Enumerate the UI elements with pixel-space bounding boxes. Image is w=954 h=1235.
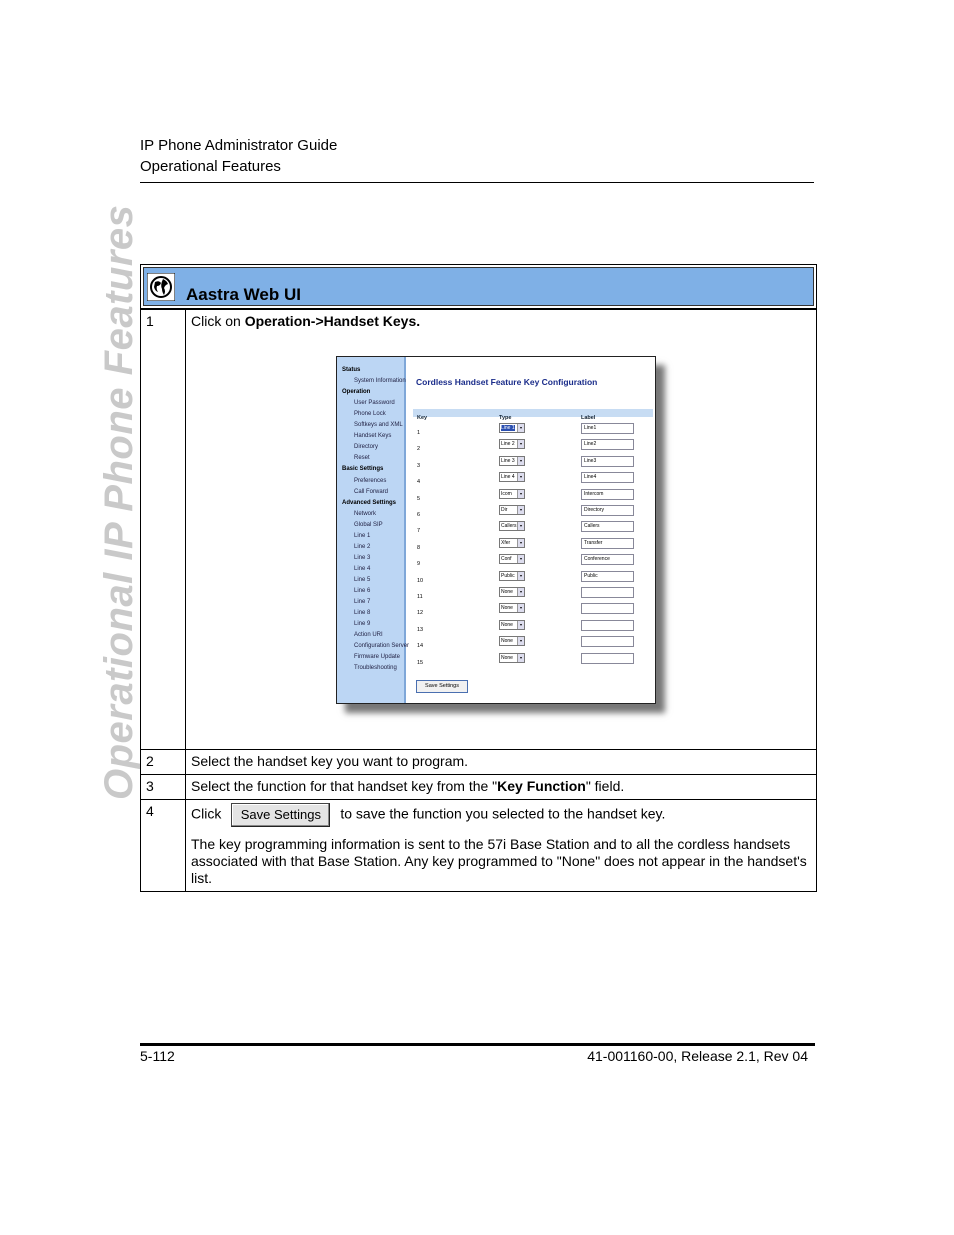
key-label-input[interactable]: Line1 xyxy=(581,423,634,434)
step-text: " field. xyxy=(585,778,625,794)
key-type-value: Line 1 xyxy=(501,425,515,431)
key-number: 1 xyxy=(417,430,421,436)
chevron-down-icon[interactable]: ▾ xyxy=(517,440,524,448)
key-label-input[interactable]: Intercom xyxy=(581,489,634,500)
nav-group-label: Advanced Settings xyxy=(342,499,397,506)
key-type-select[interactable] xyxy=(499,439,525,449)
footer-divider xyxy=(140,1043,815,1046)
procedure-box xyxy=(140,264,817,892)
key-type-select[interactable] xyxy=(499,489,525,499)
key-type-value: Public xyxy=(501,572,515,579)
page-number: 5-112 xyxy=(140,1048,175,1064)
key-type-value: Line 2 xyxy=(501,441,515,448)
key-type-select[interactable] xyxy=(499,538,525,548)
key-type-value: Conf xyxy=(501,556,512,563)
key-type-select[interactable] xyxy=(499,571,525,581)
globe-icon xyxy=(147,273,175,301)
key-label-input[interactable] xyxy=(581,587,634,598)
key-type-value: Xfer xyxy=(501,539,511,546)
key-number: 12 xyxy=(417,610,424,617)
key-number: 10 xyxy=(417,577,424,584)
column-header-key: Key xyxy=(417,415,428,421)
key-type-value: None xyxy=(501,605,513,612)
chevron-down-icon[interactable]: ▾ xyxy=(517,572,524,580)
step-number: 4 xyxy=(141,800,186,892)
key-number: 9 xyxy=(417,561,421,568)
key-type-value: Line 3 xyxy=(501,457,515,464)
key-type-select[interactable] xyxy=(499,472,525,482)
step-text: Select the handset key you want to program. xyxy=(186,750,817,775)
nav-link[interactable]: Line 3 xyxy=(354,554,371,561)
chevron-down-icon[interactable]: ▾ xyxy=(517,473,524,481)
key-type-select[interactable] xyxy=(499,456,525,466)
step-text: Click xyxy=(191,805,222,822)
procedure-header xyxy=(140,264,817,309)
key-number: 4 xyxy=(417,479,421,486)
screenshot-column-bar xyxy=(413,409,653,417)
screenshot-save-button[interactable]: Save Settings xyxy=(416,680,468,693)
nav-group-label: Basic Settings xyxy=(342,466,384,473)
key-number: 5 xyxy=(417,495,421,502)
save-settings-button[interactable]: Save Settings xyxy=(231,803,330,827)
nav-link[interactable]: Troubleshooting xyxy=(354,665,397,672)
nav-link[interactable]: Network xyxy=(354,510,377,517)
step-note: The key programming information is sent to the 57i Base Station and to all the cordless handsets associated with that Base Station. Any key programmed to "None" does not appear in the handset's list. xyxy=(191,836,807,886)
steps-table xyxy=(140,309,817,892)
chevron-down-icon[interactable]: ▾ xyxy=(517,539,524,547)
key-type-value: None xyxy=(501,638,513,645)
key-type-select[interactable] xyxy=(499,554,525,564)
chevron-down-icon[interactable]: ▾ xyxy=(517,654,524,662)
chevron-down-icon[interactable]: ▾ xyxy=(517,621,524,629)
nav-link[interactable]: Line 7 xyxy=(354,599,371,606)
procedure-title: Aastra Web UI xyxy=(186,285,301,304)
nav-link[interactable]: Line 2 xyxy=(354,543,371,550)
chevron-down-icon[interactable]: ▾ xyxy=(517,555,524,563)
key-label-input[interactable]: Transfer xyxy=(581,538,634,549)
key-type-value: None xyxy=(501,621,513,628)
chevron-down-icon[interactable]: ▾ xyxy=(517,490,524,498)
key-label-input[interactable]: Line4 xyxy=(581,472,634,483)
key-number: 13 xyxy=(417,626,424,633)
chevron-down-icon[interactable]: ▾ xyxy=(517,457,524,465)
key-type-value: None xyxy=(501,654,513,661)
chevron-down-icon[interactable]: ▾ xyxy=(517,424,524,432)
nav-link[interactable]: Line 6 xyxy=(354,588,371,594)
key-type-select[interactable] xyxy=(499,620,525,630)
key-number: 3 xyxy=(417,462,421,469)
nav-link[interactable]: Softkeys and XML xyxy=(354,422,403,429)
page-header xyxy=(140,135,337,177)
key-number: 11 xyxy=(417,594,423,600)
key-label-input[interactable]: Public xyxy=(581,571,634,582)
header-divider xyxy=(140,182,814,183)
step-row xyxy=(141,775,817,800)
nav-link[interactable]: Firmware Update xyxy=(354,654,401,661)
step-number: 1 xyxy=(141,310,186,750)
key-label-input[interactable] xyxy=(581,653,634,664)
step-text: to save the function you selected to the handset key. xyxy=(340,805,666,822)
chevron-down-icon[interactable]: ▾ xyxy=(517,637,524,645)
step-row xyxy=(141,800,817,892)
key-label-input[interactable]: Line2 xyxy=(581,439,634,450)
chevron-down-icon[interactable]: ▾ xyxy=(517,522,524,530)
key-number: 6 xyxy=(417,512,421,518)
key-type-select[interactable] xyxy=(499,653,525,663)
key-type-select[interactable] xyxy=(499,587,525,597)
key-type-value: Line 4 xyxy=(501,474,515,481)
key-type-value: Icom xyxy=(501,490,512,497)
nav-group-label: Status xyxy=(342,367,361,373)
guide-title: IP Phone Administrator Guide xyxy=(140,137,338,154)
nav-link[interactable]: Configuration Server xyxy=(354,643,410,650)
step-number: 2 xyxy=(141,750,186,775)
chevron-down-icon[interactable]: ▾ xyxy=(517,604,524,612)
key-number: 8 xyxy=(417,544,421,551)
nav-link[interactable]: Handset Keys xyxy=(354,433,392,440)
nav-link[interactable]: Line 4 xyxy=(354,565,371,572)
nav-link[interactable]: Line 8 xyxy=(354,610,371,617)
key-number: 7 xyxy=(417,528,421,535)
nav-link[interactable]: Line 9 xyxy=(354,621,371,628)
nav-group-label: Operation xyxy=(342,389,371,396)
key-type-select[interactable] xyxy=(499,505,525,515)
key-label-input[interactable]: Conference xyxy=(581,554,634,565)
key-type-select[interactable] xyxy=(499,521,525,531)
step-text-bold: Operation->Handset Keys. xyxy=(244,313,421,329)
step-text: Click on xyxy=(191,313,245,329)
step-text-bold: Key Function xyxy=(497,778,586,794)
step-row xyxy=(141,750,817,775)
chevron-down-icon[interactable]: ▾ xyxy=(517,506,524,514)
key-type-select[interactable] xyxy=(499,636,525,646)
key-number: 2 xyxy=(417,446,421,453)
screenshot-nav xyxy=(337,357,410,703)
chevron-down-icon[interactable]: ▾ xyxy=(517,588,524,596)
nav-link[interactable]: Phone Lock xyxy=(354,411,386,418)
step-row xyxy=(141,310,817,750)
key-label-input[interactable] xyxy=(581,620,634,631)
document-number: 41-001160-00, Release 2.1, Rev 04 xyxy=(587,1048,808,1064)
key-type-value: None xyxy=(501,589,513,595)
nav-link[interactable]: Preferences xyxy=(354,477,387,484)
nav-link[interactable]: Action URI xyxy=(354,632,383,639)
column-header-label: Label xyxy=(581,415,596,421)
nav-link[interactable]: System Information xyxy=(354,378,406,385)
key-label-input[interactable]: Line3 xyxy=(581,456,634,467)
nav-link[interactable]: Line 1 xyxy=(354,532,371,539)
key-type-select[interactable] xyxy=(499,603,525,613)
section-title: Operational Features xyxy=(140,158,281,175)
step-text: Select the function for that handset key from the " xyxy=(191,778,498,794)
key-type-value: Dir xyxy=(501,507,508,513)
side-chapter-title: Operational IP Phone Features xyxy=(97,204,141,800)
nav-link[interactable]: User Password xyxy=(354,400,395,407)
column-header-type: Type xyxy=(499,415,512,421)
key-number: 15 xyxy=(417,659,424,666)
screenshot-title: Cordless Handset Feature Key Configuration xyxy=(416,377,598,387)
key-type-select[interactable] xyxy=(499,423,525,433)
nav-link[interactable]: Line 5 xyxy=(354,576,371,583)
key-number: 14 xyxy=(417,643,424,650)
web-ui-screenshot xyxy=(336,356,656,704)
nav-link[interactable]: Global SIP xyxy=(354,521,383,528)
key-label-input[interactable]: Directory xyxy=(581,505,634,516)
key-label-input[interactable] xyxy=(581,603,634,614)
key-label-input[interactable]: Callers xyxy=(581,521,634,532)
nav-link[interactable]: Directory xyxy=(354,444,379,451)
nav-link[interactable]: Call Forward xyxy=(354,488,389,495)
nav-link[interactable]: Reset xyxy=(354,455,370,462)
step-number: 3 xyxy=(141,775,186,800)
key-label-input[interactable] xyxy=(581,636,634,647)
key-type-value: Callers xyxy=(501,523,517,530)
